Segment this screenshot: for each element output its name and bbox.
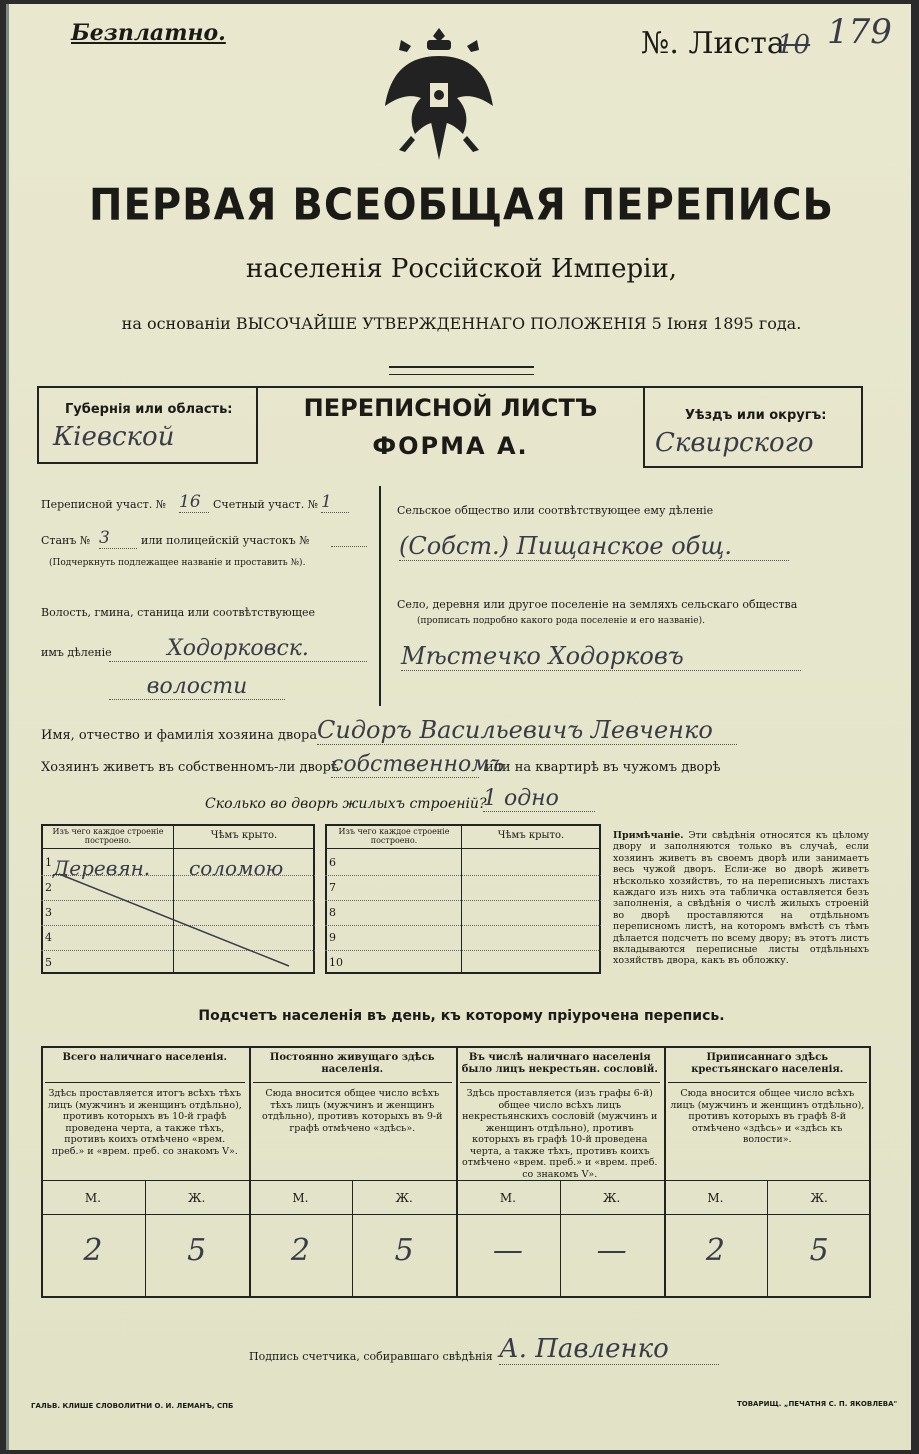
village-label: Село, деревня или другое поселеніе на земляхъ сельскаго общества xyxy=(397,598,798,611)
count-col-title: Всего наличнаго населенія. xyxy=(45,1052,245,1083)
row1-roof: соломою xyxy=(189,856,284,880)
buildings-row-number: 10 xyxy=(329,956,343,969)
stan-label: Станъ № xyxy=(41,534,91,547)
volost-value: Ходорковск. xyxy=(109,636,367,662)
row1-material: Деревян. xyxy=(53,856,151,880)
footer-right: ТОВАРИЩ. „ПЕЧАТНЯ С. П. ЯКОВЛЕВА" xyxy=(737,1400,898,1408)
count-female-label: Ж. xyxy=(395,1191,413,1205)
police-area-label: или полицейскій участокъ № xyxy=(141,534,310,547)
stan-note: (Подчеркнуть подлежащее названіе и проставить №). xyxy=(49,558,306,568)
count-male-value: 2 xyxy=(705,1233,725,1268)
sheet-number-label: №. Листа xyxy=(641,26,785,61)
buildings-col-roof-2: Чѣмъ крыто. xyxy=(497,830,565,841)
count-area-value: 1 xyxy=(321,492,349,513)
count-col-title: Постоянно живущаго здѣсь населенія. xyxy=(253,1052,453,1083)
village-value: Мѣстечко Ходорковъ xyxy=(401,642,801,671)
sheet-number-value: 179 xyxy=(827,12,892,52)
count-male-value: 2 xyxy=(83,1233,103,1268)
signature-value: А. Павленко xyxy=(499,1334,719,1365)
count-male-label: М. xyxy=(292,1191,309,1205)
count-area-label: Счетный участ. № xyxy=(213,498,319,511)
footer-left: ГАЛЬВ. КЛИШЕ СЛОВОЛИТНИ О. И. ЛЕМАНЪ, СПБ xyxy=(31,1402,234,1410)
sheet-number-struck: 10 xyxy=(777,30,811,60)
strike-line-left xyxy=(49,870,299,970)
owner-name-label: Имя, отчество и фамилія хозяина двора xyxy=(41,728,318,743)
count-col-desc: Сюда вносится общее число всѣхъ лицъ (мужчинъ и женщинъ отдѣльно), противъ которыхъ въ графѣ 8-й отмѣчено «здѣсь» и «здѣсь къ волости». xyxy=(670,1088,865,1145)
count-female-label: Ж. xyxy=(187,1191,206,1205)
count-col-title: Въ числѣ наличнаго населенія было лицъ некрестьян. сословій. xyxy=(460,1052,660,1083)
count-male-label: М. xyxy=(499,1191,516,1205)
buildings-col-material-2: Изъ чего каждое строеніе построено. xyxy=(338,827,450,845)
note xyxy=(613,830,869,967)
count-col-title: Приписаннаго здѣсь крестьянскаго населенія. xyxy=(668,1052,868,1083)
count-female-value: — xyxy=(596,1233,627,1268)
count-female-value: 5 xyxy=(394,1233,414,1268)
free-label: Безплатно. xyxy=(71,20,226,46)
district-label: Уѣздъ или округъ: xyxy=(685,408,827,423)
volost-label-2: имъ дѣленіе xyxy=(41,646,112,659)
stan-value: 3 xyxy=(99,528,137,549)
buildings-row-number: 4 xyxy=(45,931,52,944)
buildings-row-number: 7 xyxy=(329,881,336,894)
buildings-row-line xyxy=(325,950,601,951)
count-male-label: М. xyxy=(707,1191,724,1205)
buildings-row-line xyxy=(325,925,601,926)
society-label: Сельское общество или соотвѣтствующее ему дѣленіе xyxy=(397,504,714,517)
buildings-row-number: 6 xyxy=(329,856,336,869)
society-value: (Собст.) Пищанское общ. xyxy=(399,532,789,561)
count-male-value: — xyxy=(492,1233,523,1268)
count-male-label: М. xyxy=(84,1191,101,1205)
village-note: (прописать подробно какого рода поселеніе и его названіе). xyxy=(417,616,705,626)
form-subtitle: ФОРМА А. xyxy=(372,432,529,460)
volost-value-2: волости xyxy=(109,674,285,700)
count-col-desc: Здѣсь проставляется (изъ графы 6-й) общее число всѣхъ лицъ некрестьянскихъ сословій (мужчинъ и женщинъ отдѣльно), противъ которыхъ въ графѣ 10-й проведена черта, а также тѣхъ, противъ коихъ отмѣчено «врем. преб.» и «врем. преб. со знакомъ V». xyxy=(462,1088,658,1180)
owner-lives-value: собственномъ xyxy=(331,752,505,777)
police-area-value xyxy=(331,546,367,547)
main-title: ПЕРВАЯ ВСЕОБЩАЯ ПЕРЕПИСЬ xyxy=(89,179,834,231)
count-female-value: 5 xyxy=(187,1233,207,1268)
census-sheet xyxy=(6,4,911,1450)
count-female-value: 5 xyxy=(809,1233,829,1268)
owner-lives-label: Хозяинъ живетъ въ собственномъ-ли дворѣ xyxy=(41,760,339,775)
note-text: Эти свѣдѣнія относятся къ цѣлому двору и заполняются только въ случаѣ, если хозяинъ живетъ въ своемъ дворѣ или занимаетъ весь чужой дворъ. Если-же во дворѣ живетъ нѣсколько хозяйствъ, то на переписныхъ листахъ каждаго изъ нихъ эта табличка оставляется безъ заполненія, а свѣдѣнія о числѣ жилыхъ строеній во дворѣ проставляются на отдѣльномъ переписномъ листѣ, на которомъ вмѣстѣ съ тѣмъ дѣлается подсчетъ по всему двору; въ этотъ листъ вкладываются переписные листы отдѣльныхъ хозяйствъ двора, какъ въ обложку. xyxy=(613,830,869,967)
province-value: Кіевской xyxy=(53,422,175,452)
basis-line: на основаніи ВЫСОЧАЙШЕ УТВЕРЖДЕННАГО ПОЛОЖЕНІЯ 5 Іюня 1895 года. xyxy=(121,314,802,333)
census-area-value: 16 xyxy=(179,492,209,513)
owner-lives-or: или на квартирѣ въ чужомъ дворѣ xyxy=(485,760,721,775)
count-female-label: Ж. xyxy=(602,1191,621,1205)
buildings-row-number: 5 xyxy=(45,956,52,969)
signature-label: Подпись счетчика, собиравшаго свѣдѣнія xyxy=(249,1350,493,1363)
imperial-eagle-emblem xyxy=(381,26,497,164)
buildings-col-roof: Чѣмъ крыто. xyxy=(210,830,278,841)
buildings-row-number: 1 xyxy=(45,856,52,869)
buildings-value: 1 одно xyxy=(483,786,595,812)
count-female-label: Ж. xyxy=(810,1191,828,1205)
district-value: Сквирского xyxy=(655,428,814,458)
column-divider xyxy=(379,486,381,706)
province-label: Губернія или область: xyxy=(65,402,233,417)
buildings-row-number: 9 xyxy=(329,931,336,944)
buildings-row-number: 8 xyxy=(329,906,336,919)
census-area-label: Переписной участ. № xyxy=(41,498,167,511)
form-title: ПЕРЕПИСНОЙ ЛИСТЪ xyxy=(303,394,598,422)
count-col-desc: Сюда вносится общее число всѣхъ тѣхъ лицъ (мужчинъ и женщинъ отдѣльно), противъ которыхъ въ 9-й графѣ отмѣчено «здѣсь». xyxy=(262,1088,443,1134)
buildings-table-right xyxy=(325,824,601,974)
note-title: Примѣчаніе. xyxy=(613,830,684,841)
volost-label: Волость, гмина, станица или соотвѣтствующее xyxy=(41,606,315,619)
buildings-row-number: 3 xyxy=(45,906,52,919)
buildings-label: Сколько во дворѣ жилыхъ строеній? xyxy=(205,796,487,812)
subtitle: населенія Россійской Имперіи, xyxy=(245,254,678,284)
owner-name-value: Сидоръ Васильевичъ Левченко xyxy=(317,716,737,745)
count-col-desc: Здѣсь проставляется итогъ всѣхъ тѣхъ лицъ (мужчинъ и женщинъ отдѣльно), противъ которыхъ въ 10-й графѣ проведена черта, а также тѣхъ, противъ коихъ отмѣчено «врем. преб.» и «врем. преб. со знакомъ V». xyxy=(47,1088,242,1157)
ornament-divider xyxy=(389,366,534,375)
buildings-row-line xyxy=(325,875,601,876)
count-heading: Подсчетъ населенія въ день, къ которому пріурочена перепись. xyxy=(198,1008,725,1024)
buildings-row-number: 2 xyxy=(45,881,52,894)
buildings-col-material: Изъ чего каждое строеніе построено. xyxy=(52,827,164,845)
buildings-row-line xyxy=(325,900,601,901)
count-male-value: 2 xyxy=(290,1233,310,1268)
